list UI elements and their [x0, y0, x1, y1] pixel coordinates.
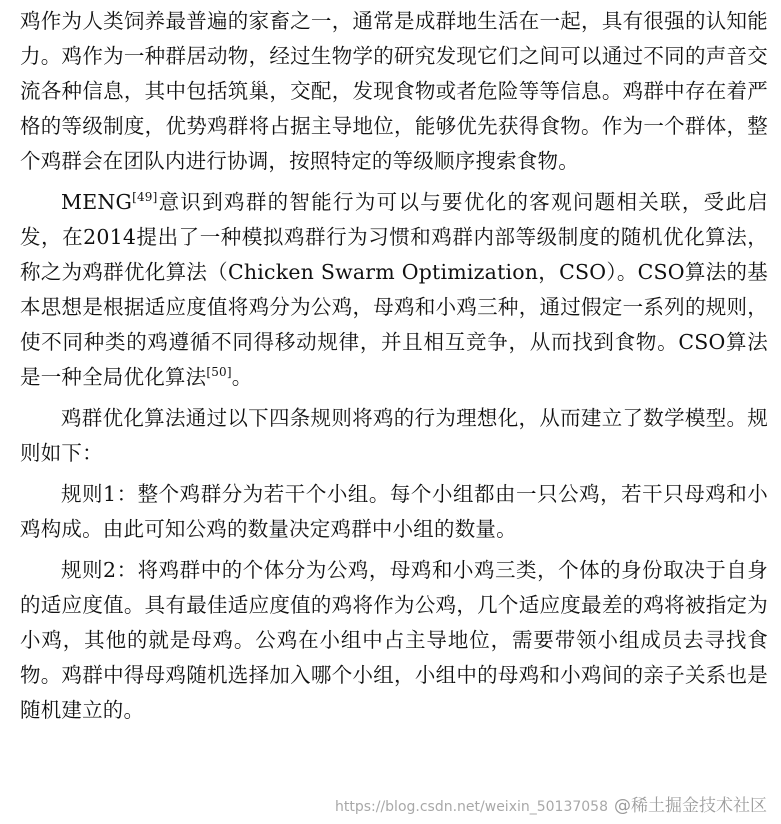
- document-page: [20, 4, 768, 728]
- paragraph-end-punctuation: 。: [231, 365, 253, 389]
- citation-49[interactable]: [49]: [132, 190, 158, 205]
- watermark-brand: @稀土掘金技术社区: [614, 796, 767, 816]
- paragraph-cso-origin: [20, 185, 768, 395]
- watermark-url: https://blog.csdn.net/weixin_50137058: [334, 799, 608, 815]
- citation-50[interactable]: [50]: [206, 365, 232, 380]
- paragraph-rules-intro: 鸡群优化算法通过以下四条规则将鸡的行为理想化，从而建立了数学模型。规则如下：: [20, 406, 768, 465]
- paragraph-rule-2: 规则2：将鸡群中的个体分为公鸡，母鸡和小鸡三类，个体的身份取决于自身的适应度值。具有最佳适应度值的鸡将作为公鸡，几个适应度最差的鸡将被指定为小鸡，其他的就是母鸡。公鸡在小组中占主导地位，需要带领小组成员去寻找食物。鸡群中得母鸡随机选择加入哪个小组，小组中的母鸡和小鸡间的亲子关系也是随机建立的。: [20, 558, 768, 722]
- author-name: MENG: [61, 190, 133, 214]
- paragraph-rule-1: 规则1：整个鸡群分为若干个小组。每个小组都由一只公鸡，若干只母鸡和小鸡构成。由此可知公鸡的数量决定鸡群中小组的数量。: [20, 482, 768, 541]
- paragraph-chicken-intro: 鸡作为人类饲养最普遍的家畜之一，通常是成群地生活在一起，具有很强的认知能力。鸡作为一种群居动物，经过生物学的研究发现它们之间可以通过不同的声音交流各种信息，其中包括筑巢，交配，发现食物或者危险等等信息。鸡群中存在着严格的等级制度，优势鸡群将占据主导地位，能够优先获得食物。作为一个群体，整个鸡群会在团队内进行协调，按照特定的等级顺序搜索食物。: [20, 9, 768, 173]
- watermark: [335, 791, 767, 816]
- paragraph-cso-origin-body: 意识到鸡群的智能行为可以与要优化的客观问题相关联，受此启发，在2014提出了一种模拟鸡群行为习惯和鸡群内部等级制度的随机优化算法，称之为鸡群优化算法（Chicken Swarm Optimization，CSO）。CSO算法的基本思想是根据适应度值将鸡分为公鸡，母鸡和小鸡三种，通过假定一系列的规则，使不同种类的鸡遵循不同得移动规律，并且相互竞争，从而找到食物。CSO算法是一种全局优化算法: [20, 190, 768, 389]
